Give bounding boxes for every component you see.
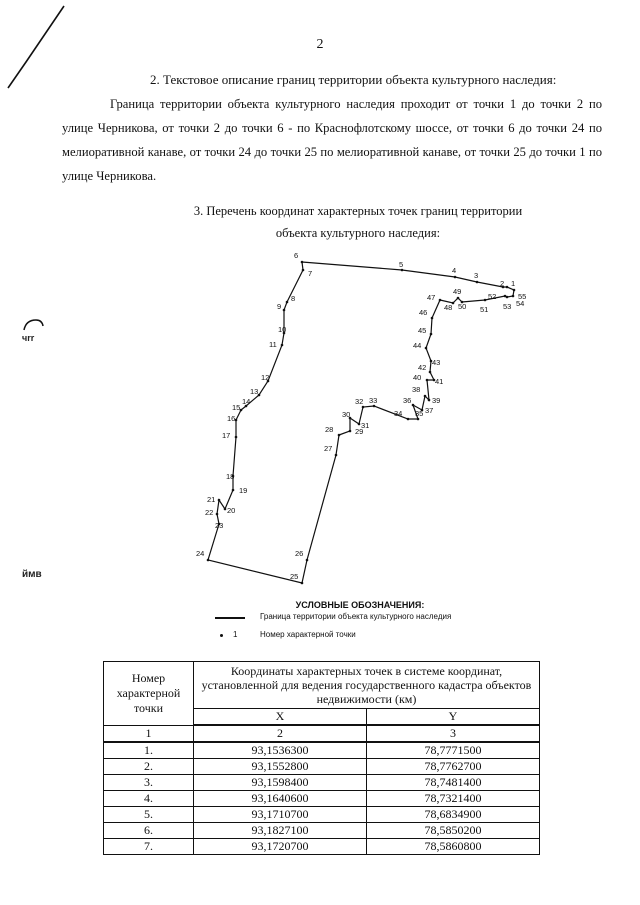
boundary-point-7: [302, 269, 305, 272]
boundary-point-32: [362, 406, 365, 409]
point-label-48: 48: [444, 303, 453, 312]
boundary-point-19: [232, 489, 235, 492]
point-label-17: 17: [222, 431, 231, 440]
boundary-point-46: [431, 317, 434, 320]
point-label-19: 19: [239, 486, 248, 495]
boundary-point-31: [358, 423, 361, 426]
point-label-11: 11: [269, 340, 277, 349]
boundary-point-29: [349, 430, 352, 433]
boundary-point-34: [407, 418, 410, 421]
point-label-16: 16: [227, 414, 236, 423]
legend-line-item: [215, 612, 515, 624]
page-number: 2: [316, 37, 324, 52]
boundary-point-54: [512, 295, 515, 298]
boundary-point-42: [429, 371, 432, 374]
point-label-2: 2: [500, 279, 505, 288]
boundary-point-21: [218, 499, 221, 502]
y-cell: 78,7771500: [366, 742, 539, 759]
boundary-point-28: [338, 434, 341, 437]
point-label-5: 5: [399, 260, 404, 269]
boundary-point-47: [439, 299, 442, 302]
point-label-9: 9: [277, 302, 282, 311]
boundary-point-26: [306, 559, 309, 562]
boundary-point-53: [506, 296, 509, 299]
point-label-46: 46: [419, 308, 428, 317]
point-label-37: 37: [425, 406, 434, 415]
x-cell: 93,1552800: [194, 759, 367, 775]
boundary-point-36: [412, 404, 415, 407]
legend-point-symbol: 1: [233, 630, 238, 639]
header-point-number: Номер характерной точки: [104, 662, 194, 726]
boundary-point-8: [286, 301, 289, 304]
point-label-55: 55: [518, 292, 527, 301]
point-label-1: 1: [511, 279, 516, 288]
table-row: [104, 791, 540, 807]
point-label-6: 6: [294, 251, 299, 260]
point-label-40: 40: [413, 373, 422, 382]
x-cell: 93,1598400: [194, 775, 367, 791]
margin-mark-2: ймв: [22, 569, 42, 580]
boundary-point-45: [430, 333, 433, 336]
point-label-7: 7: [308, 269, 313, 278]
boundary-point-49: [457, 297, 460, 300]
point-label-8: 8: [291, 294, 296, 303]
margin-mark-1: чrr: [22, 333, 35, 343]
point-label-26: 26: [295, 549, 304, 558]
header-y: Y: [366, 709, 539, 726]
point-label-10: 10: [278, 325, 287, 334]
coordinates-table: [103, 661, 540, 855]
point-label-38: 38: [412, 385, 421, 394]
boundary-point-25: [301, 582, 304, 585]
point-label-22: 22: [205, 508, 214, 517]
boundary-point-27: [335, 454, 338, 457]
boundary-point-55: [513, 289, 516, 292]
point-label-33: 33: [369, 396, 378, 405]
boundary-point-35: [417, 418, 420, 421]
boundary-description: [62, 92, 602, 188]
boundary-point-5: [401, 269, 404, 272]
y-cell: 78,7481400: [366, 775, 539, 791]
boundary-point-51: [484, 299, 487, 302]
boundary-point-40: [426, 379, 429, 382]
point-label-4: 4: [452, 266, 457, 275]
x-cell: 93,1640600: [194, 791, 367, 807]
point-label-15: 15: [232, 403, 241, 412]
legend-point-label: Номер характерной точки: [260, 630, 356, 639]
section-3-heading-line1: 3. Перечень координат характерных точек границ территории: [193, 204, 523, 218]
point-label-50: 50: [458, 302, 467, 311]
point-number-cell: 2.: [104, 759, 194, 775]
section-3-heading-line2: объекта культурного наследия:: [275, 226, 441, 240]
point-label-47: 47: [427, 293, 436, 302]
index-cell: 1: [104, 725, 194, 742]
boundary-point-3: [476, 281, 479, 284]
point-label-32: 32: [355, 397, 364, 406]
boundary-point-9: [283, 309, 286, 312]
point-label-49: 49: [453, 287, 462, 296]
point-label-45: 45: [418, 326, 427, 335]
table-row: [104, 759, 540, 775]
boundary-point-44: [425, 347, 428, 350]
table-index-row: [104, 725, 540, 742]
boundary-point-6: [301, 261, 304, 264]
point-label-31: 31: [361, 421, 370, 430]
point-label-36: 36: [403, 396, 412, 405]
legend-line-label: Граница территории объекта культурного наследия: [260, 612, 452, 621]
point-number-cell: 7.: [104, 839, 194, 855]
point-label-35: 35: [415, 409, 424, 418]
point-label-25: 25: [290, 572, 299, 581]
x-cell: 93,1720700: [194, 839, 367, 855]
point-label-54: 54: [516, 299, 525, 308]
point-label-41: 41: [435, 377, 444, 386]
point-label-39: 39: [432, 396, 441, 405]
table-row: [104, 823, 540, 839]
boundary-description-text: Граница территории объекта культурного наследия проходит от точки 1 до точки 2 по улице Черникова, от точки 2 до точки 6 - по Краснофлотскому шоссе, от точки 6 до точки 24 по мелиоративной канаве, от точки 24 до точки 25 по мелиоративной канаве, от точки 25 до точки 1 по улице Черникова.: [62, 97, 602, 183]
point-number-cell: 6.: [104, 823, 194, 839]
point-label-44: 44: [413, 341, 422, 350]
boundary-point-33: [373, 405, 376, 408]
header-coordinates: Координаты характерных точек в системе координат, установленной для ведения государственного кадастра объектов недвижимости (км): [194, 662, 540, 709]
point-label-13: 13: [250, 387, 259, 396]
point-number-cell: 1.: [104, 742, 194, 759]
boundary-point-4: [454, 276, 457, 279]
boundary-point-38: [424, 395, 427, 398]
section-2-heading: 2. Текстовое описание границ территории объекта культурного наследия:: [150, 72, 557, 87]
boundary-point-39: [428, 399, 431, 402]
point-label-28: 28: [325, 425, 334, 434]
point-label-43: 43: [432, 358, 441, 367]
point-label-51: 51: [480, 305, 489, 314]
point-number-cell: 3.: [104, 775, 194, 791]
y-cell: 78,7321400: [366, 791, 539, 807]
point-number-cell: 4.: [104, 791, 194, 807]
point-label-29: 29: [355, 427, 364, 436]
index-cell: 2: [194, 725, 367, 742]
y-cell: 78,6834900: [366, 807, 539, 823]
point-label-12: 12: [261, 373, 270, 382]
boundary-point-11: [281, 344, 284, 347]
table-row: [104, 839, 540, 855]
point-number-cell: 5.: [104, 807, 194, 823]
legend-line-swatch: [215, 617, 245, 619]
y-cell: 78,5860800: [366, 839, 539, 855]
point-label-21: 21: [207, 495, 216, 504]
point-label-52: 52: [488, 292, 497, 301]
point-label-3: 3: [474, 271, 479, 280]
table-row: [104, 807, 540, 823]
legend-title: УСЛОВНЫЕ ОБОЗНАЧЕНИЯ:: [295, 600, 425, 610]
point-label-34: 34: [394, 409, 403, 418]
boundary-map: [0, 245, 640, 590]
y-cell: 78,5850200: [366, 823, 539, 839]
table-header-row: [104, 662, 540, 709]
boundary-point-20: [224, 508, 227, 511]
x-cell: 93,1536300: [194, 742, 367, 759]
header-x: X: [194, 709, 367, 726]
point-label-24: 24: [196, 549, 205, 558]
point-label-42: 42: [418, 363, 427, 372]
legend-point-item: [215, 630, 515, 642]
boundary-point-22: [216, 513, 219, 516]
point-label-53: 53: [503, 302, 512, 311]
point-label-30: 30: [342, 410, 351, 419]
point-label-23: 23: [215, 521, 224, 530]
table-row: [104, 742, 540, 759]
legend-point-dot: [220, 634, 223, 637]
boundary-point-24: [207, 559, 210, 562]
y-cell: 78,7762700: [366, 759, 539, 775]
x-cell: 93,1827100: [194, 823, 367, 839]
index-cell: 3: [366, 725, 539, 742]
point-label-20: 20: [227, 506, 236, 515]
point-label-14: 14: [242, 397, 251, 406]
boundary-point-1: [506, 286, 509, 289]
x-cell: 93,1710700: [194, 807, 367, 823]
point-label-27: 27: [324, 444, 333, 453]
boundary-point-17: [235, 436, 238, 439]
point-label-18: 18: [226, 472, 235, 481]
table-row: [104, 775, 540, 791]
